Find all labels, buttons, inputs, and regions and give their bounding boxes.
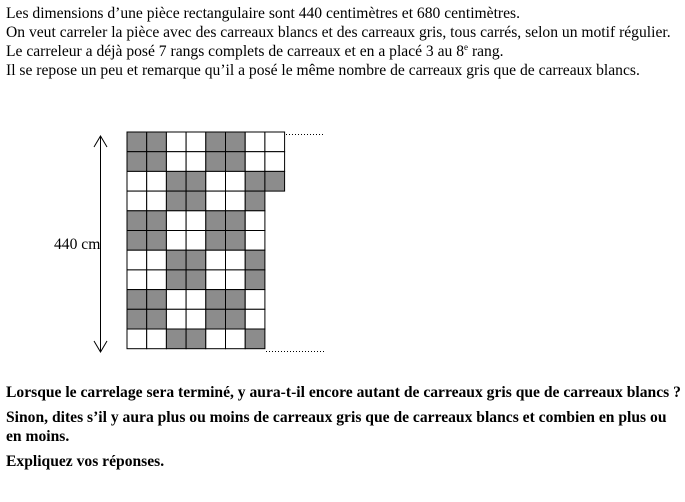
white-tile [206, 329, 226, 349]
white-tile [127, 329, 147, 349]
white-tile [245, 290, 265, 310]
white-tile [127, 171, 147, 191]
dotted-extent-lines [266, 135, 325, 352]
gray-tile [245, 270, 265, 290]
gray-tile [127, 152, 147, 172]
gray-tile [245, 171, 265, 191]
gray-tile [265, 171, 285, 191]
question-1: Lorsque le carrelage sera terminé, y aura-t-il encore autant de carreaux gris que de carreaux blancs ? [6, 384, 681, 401]
white-tile [245, 309, 265, 329]
gray-tile [206, 152, 226, 172]
statement-line-pattern: On veut carreler la pièce avec des carreaux blancs et des carreaux gris, tous carrés, selon un motif régulier. [6, 24, 671, 41]
gray-tile [147, 152, 167, 172]
gray-tile [186, 270, 206, 290]
ordinal-suffix: e [464, 42, 469, 52]
white-tile [166, 152, 186, 172]
white-tile [127, 250, 147, 270]
white-tile [226, 191, 246, 211]
gray-tile [166, 191, 186, 211]
question-3: Expliquez vos réponses. [6, 453, 165, 470]
gray-tile [226, 132, 246, 152]
gray-tile [245, 191, 265, 211]
white-tile [226, 171, 246, 191]
white-tile [147, 171, 167, 191]
gray-tile [186, 329, 206, 349]
gray-tile [226, 152, 246, 172]
statement-line-observation: Il se repose un peu et remarque qu’il a posé le même nombre de carreaux gris que de carreaux blancs. [6, 62, 640, 79]
white-tile [206, 270, 226, 290]
white-tile [265, 132, 285, 152]
white-tile [226, 250, 246, 270]
rows-text-after: rang. [468, 43, 504, 60]
gray-tile [186, 191, 206, 211]
dimension-label: 440 cm [54, 236, 101, 253]
white-tile [245, 152, 265, 172]
gray-tile [226, 290, 246, 310]
gray-tile [127, 231, 147, 251]
gray-tile [206, 309, 226, 329]
rows-text-before: Le carreleur a déjà posé 7 rangs complets de carreaux et en a placé 3 au 8 [6, 43, 465, 60]
gray-tile [166, 250, 186, 270]
gray-tile [206, 231, 226, 251]
gray-tile [226, 309, 246, 329]
gray-tile [127, 132, 147, 152]
gray-tile [147, 309, 167, 329]
gray-tile [147, 211, 167, 231]
white-tile [166, 132, 186, 152]
gray-tile [245, 250, 265, 270]
white-tile [166, 309, 186, 329]
gray-tile [166, 270, 186, 290]
white-tile [206, 171, 226, 191]
gray-tile [127, 309, 147, 329]
gray-tile [245, 329, 265, 349]
white-tile [186, 211, 206, 231]
white-tile [147, 270, 167, 290]
white-tile [206, 250, 226, 270]
gray-tile [147, 132, 167, 152]
gray-tile [166, 171, 186, 191]
gray-tile [147, 231, 167, 251]
white-tile [186, 290, 206, 310]
white-tile [186, 309, 206, 329]
gray-tile [206, 290, 226, 310]
gray-tile [226, 211, 246, 231]
white-tile [206, 191, 226, 211]
white-tile [245, 231, 265, 251]
white-tile [166, 211, 186, 231]
gray-tile [127, 290, 147, 310]
white-tile [127, 270, 147, 290]
gray-tile [206, 211, 226, 231]
white-tile [186, 231, 206, 251]
white-tile [186, 152, 206, 172]
questions [6, 383, 682, 477]
white-tile [245, 211, 265, 231]
problem-statement [6, 4, 682, 80]
gray-tile [127, 211, 147, 231]
gray-tile [226, 231, 246, 251]
white-tile [127, 191, 147, 211]
gray-tile [206, 132, 226, 152]
white-tile [147, 329, 167, 349]
white-tile [147, 250, 167, 270]
gray-tile [147, 290, 167, 310]
gray-tile [186, 250, 206, 270]
tile-grid [127, 132, 285, 349]
white-tile [226, 329, 246, 349]
white-tile [226, 270, 246, 290]
statement-line-rows [6, 42, 682, 61]
white-tile [166, 290, 186, 310]
white-tile [265, 152, 285, 172]
question-2: Sinon, dites s’il y aura plus ou moins de carreaux gris que de carreaux blancs et combien en plus ou en moins. [6, 409, 667, 445]
white-tile [166, 231, 186, 251]
gray-tile [186, 171, 206, 191]
white-tile [245, 132, 265, 152]
statement-line-dimensions: Les dimensions d’une pièce rectangulaire sont 440 centimètres et 680 centimètres. [6, 5, 520, 22]
white-tile [147, 191, 167, 211]
white-tile [186, 132, 206, 152]
gray-tile [166, 329, 186, 349]
